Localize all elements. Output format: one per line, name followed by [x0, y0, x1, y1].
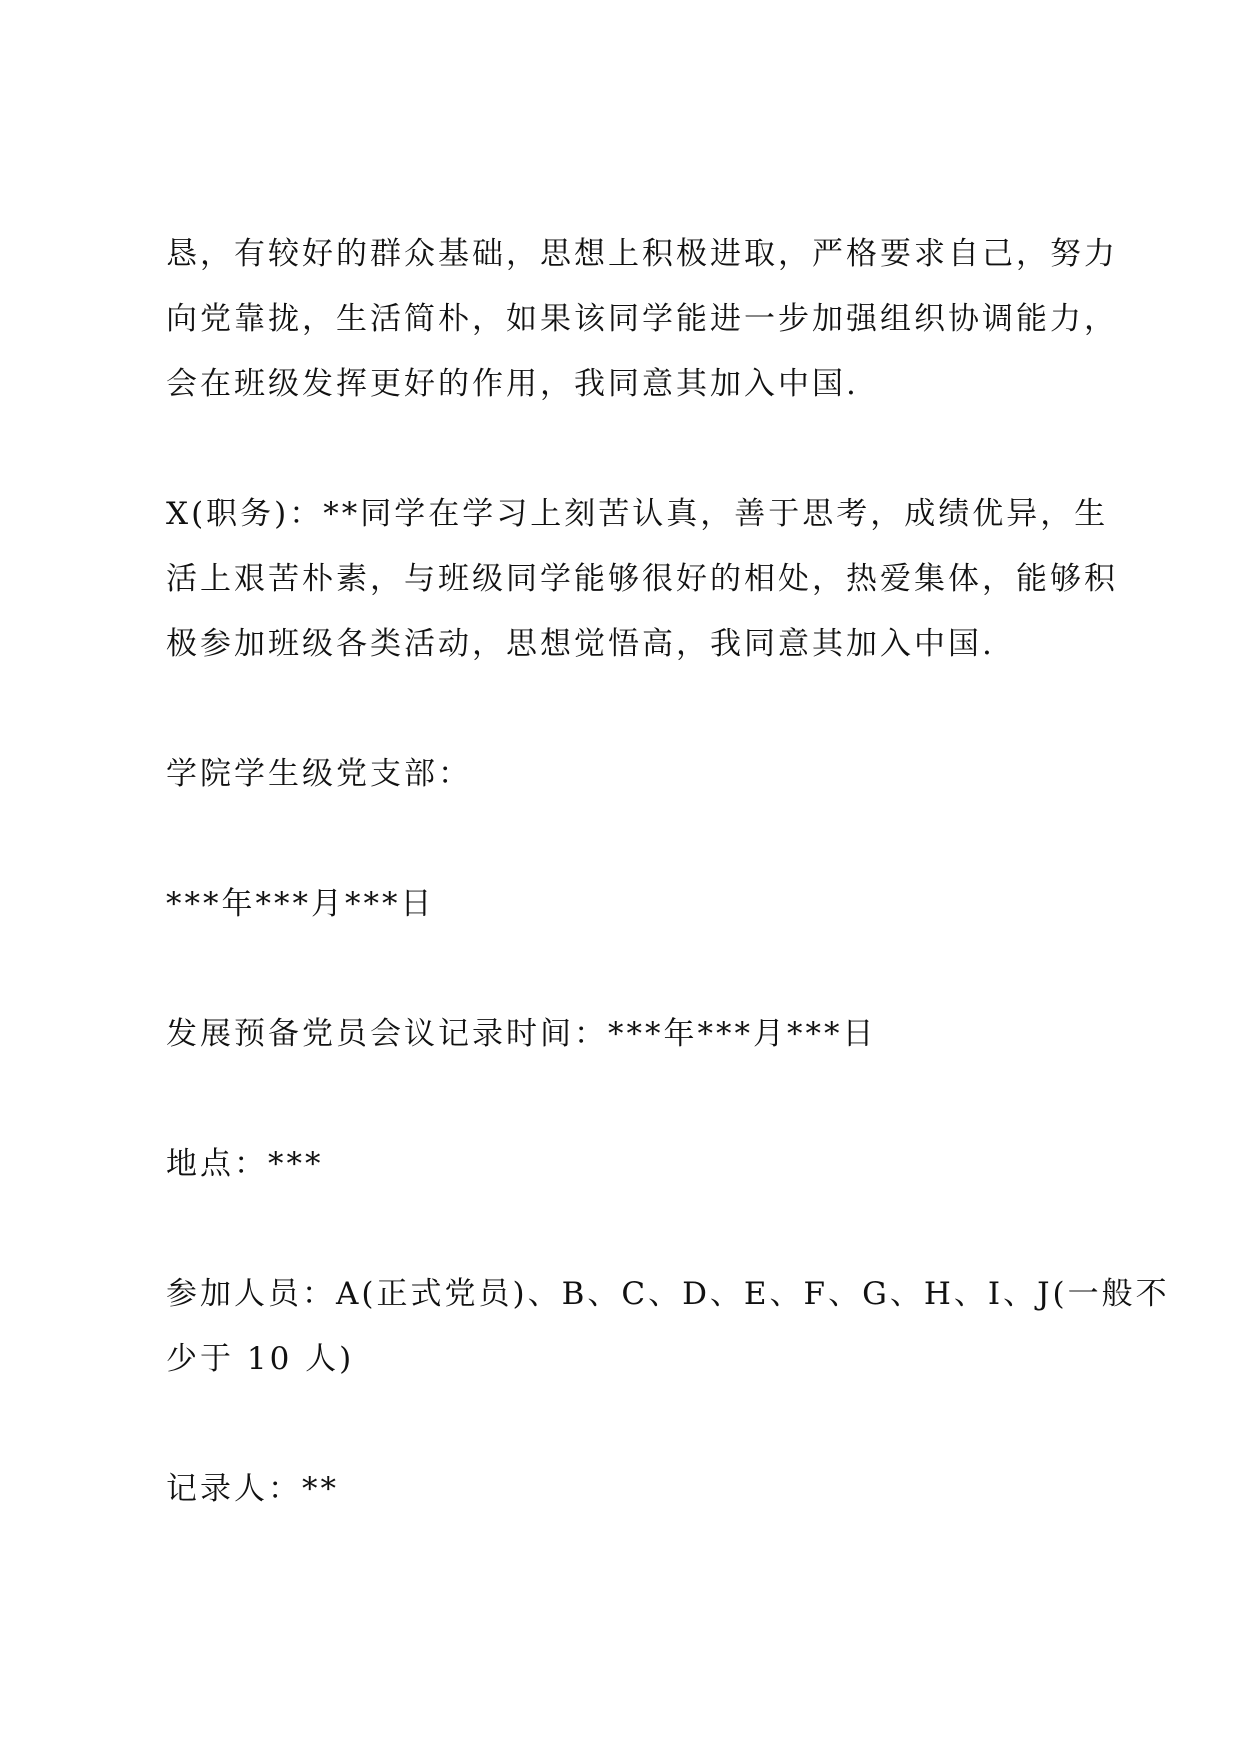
text-line: 活上艰苦朴素，与班级同学能够很好的相处，热爱集体，能够积	[166, 561, 1118, 597]
text-line: 会在班级发挥更好的作用，我同意其加入中国.	[166, 366, 859, 402]
text-line: 极参加班级各类活动，思想觉悟高，我同意其加入中国.	[166, 626, 995, 662]
document-body	[166, 222, 1170, 1587]
meeting-time: 发展预备党员会议记录时间：***年***月***日	[166, 1016, 877, 1052]
recorder: 记录人：**	[166, 1471, 339, 1507]
attendees-paragraph	[166, 1262, 1170, 1392]
paragraph-assessment-2	[166, 482, 1118, 677]
text-line: 向党靠拢，生活简朴，如果该同学能进一步加强组织协调能力，	[166, 301, 1118, 337]
text-line: 少于 10 人)	[166, 1341, 355, 1377]
date-line: ***年***月***日	[166, 886, 435, 922]
text-line: 恳，有较好的群众基础，思想上积极进取，严格要求自己，努力	[166, 236, 1118, 272]
text-line: X(职务)：**同学在学习上刻苦认真，善于思考，成绩优异，生	[166, 496, 1109, 532]
branch-label: 学院学生级党支部：	[166, 756, 472, 792]
text-line: 参加人员：A(正式党员)、B、C、D、E、F、G、H、I、J(一般不	[166, 1276, 1170, 1312]
paragraph-assessment-1	[166, 222, 1118, 417]
meeting-location: 地点：***	[166, 1146, 324, 1182]
